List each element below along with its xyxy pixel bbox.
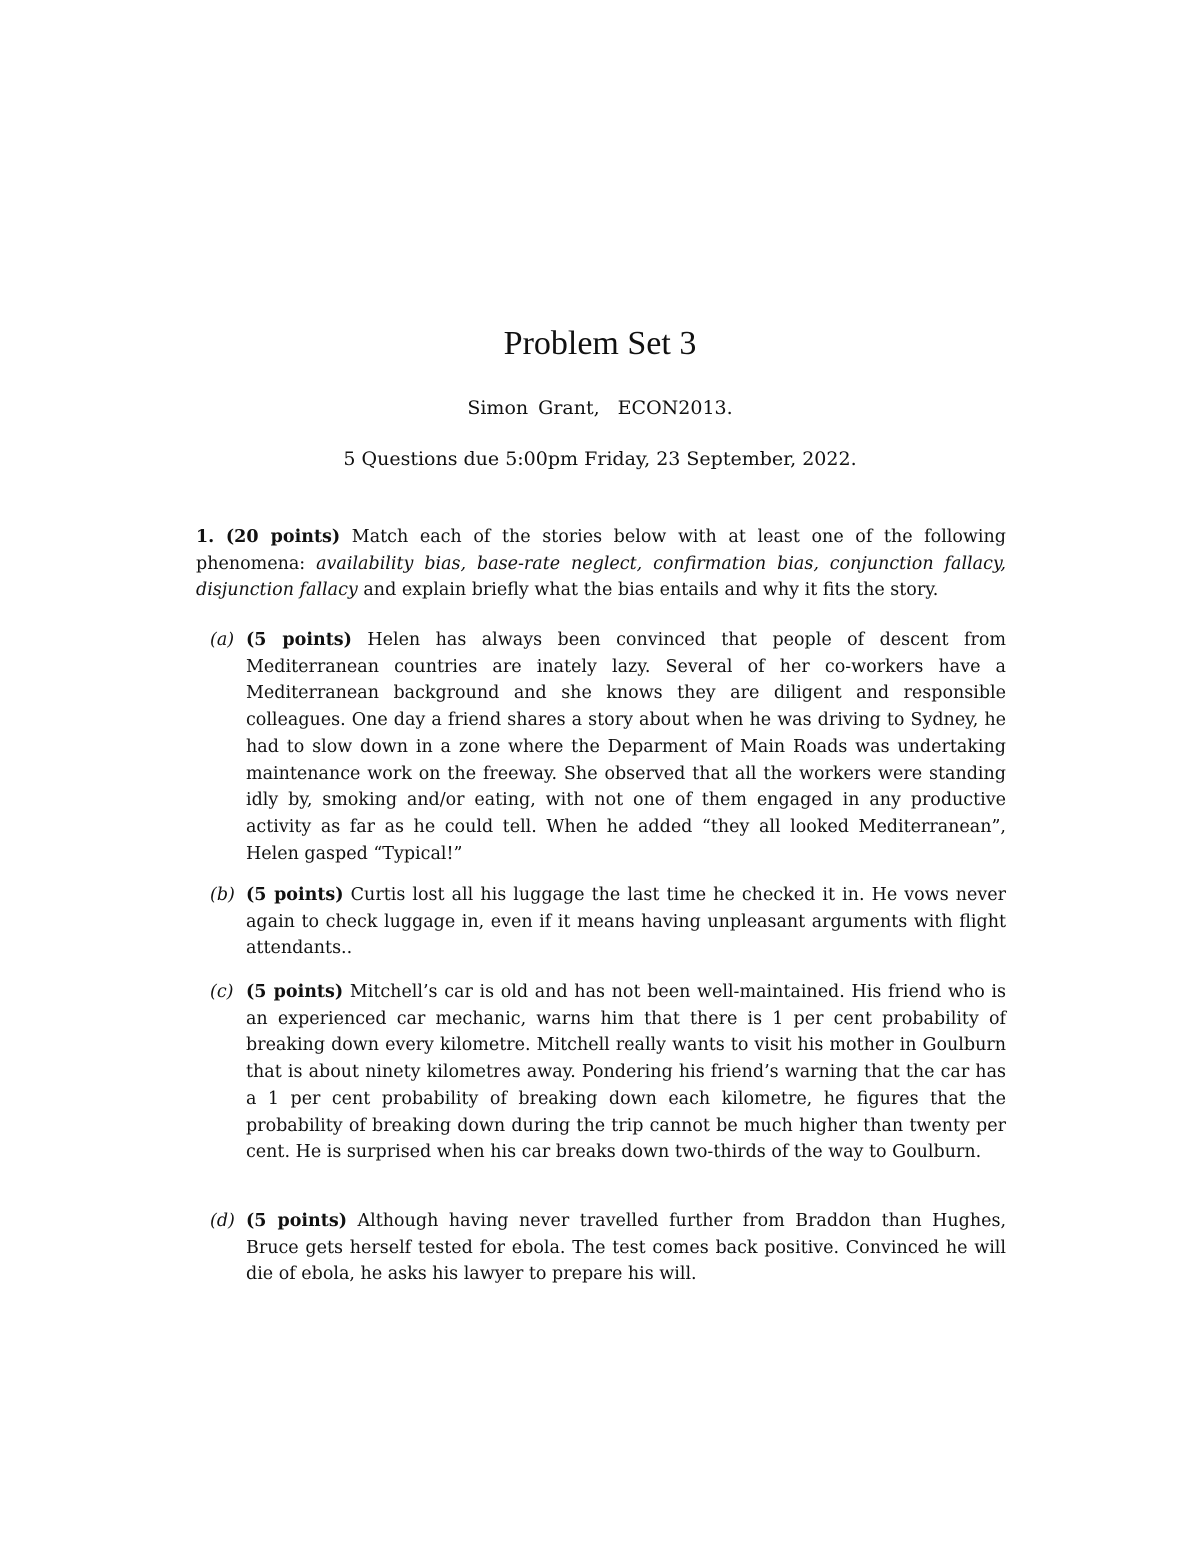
sub-question-label: (c) (210, 982, 234, 1002)
question-1 (196, 524, 1006, 604)
phenomena-list: availability bias, base-rate neglect, confirmation bias, conjunction fallacy, disjunction fallacy (196, 553, 1006, 601)
sub-question-text: Curtis lost all his luggage the last time he checked it in. He vows never again to check luggage in, even if it means having unpleasant arguments with flight attendants.. (246, 885, 1006, 959)
page-title: Problem Set 3 (503, 325, 697, 362)
sub-question-b (196, 882, 1006, 962)
due-date: 5 Questions due 5:00pm Friday, 23 September, 2022. (343, 448, 857, 470)
course-code: ECON2013. (617, 397, 733, 419)
sub-question-text: Mitchell’s car is old and has not been well-maintained. His friend who is an experienced car mechanic, warns him that there is 1 per cent probability of breaking down every kilometre. Mitchell really wants to visit his mother in Goulburn that is about ninety kilometres away. Pondering his friend’s warning that the car has a 1 per cent probability of breaking down each kilometre, he figures that the probability of breaking down during the trip cannot be much higher than twenty per cent. He is surprised when his car breaks down two-thirds of the way to Goulburn. (246, 982, 1006, 1163)
sub-question-text: Although having never travelled further from Braddon than Hughes, Bruce gets herself tested for ebola. The test comes back positive. Convinced he will die of ebola, he asks his lawyer to prepare his will. (246, 1211, 1007, 1285)
sub-question-label: (a) (210, 630, 235, 650)
sub-question-points: (5 points) (246, 1211, 347, 1231)
author-name: Simon Grant, (467, 397, 600, 419)
sub-question-c (196, 979, 1006, 1166)
sub-question-points: (5 points) (246, 630, 352, 650)
sub-question-label: (b) (210, 885, 235, 905)
sub-question-text: Helen has always been convinced that people of descent from Mediterranean countries are inately lazy. Several of her co-workers have a Mediterranean background and she knows they are diligent and responsible colleagues. One day a friend shares a story about when he was driving to Sydney, he had to slow down in a zone where the Deparment of Main Roads was undertaking maintenance work on the freeway. She observed that all the workers were standing idly by, smoking and/or eating, with not one of them engaged in any productive activity as far as he could tell. When he added “they all looked Mediterranean”, Helen gasped “Typical!” (246, 630, 1006, 864)
question-points: (20 points) (225, 527, 341, 547)
sub-question-label: (d) (210, 1211, 235, 1231)
question-number: 1. (196, 527, 215, 547)
question-intro: Match each of the stories below with at least one of the following phenomena: (196, 527, 1006, 574)
sub-question-d (196, 1208, 1006, 1288)
sub-question-points: (5 points) (246, 982, 344, 1002)
sub-question-points: (5 points) (246, 885, 344, 905)
author-line (0, 394, 1200, 422)
question-outro: and explain briefly what the bias entails and why it fits the story. (363, 580, 939, 601)
sub-question-a (196, 627, 1006, 867)
